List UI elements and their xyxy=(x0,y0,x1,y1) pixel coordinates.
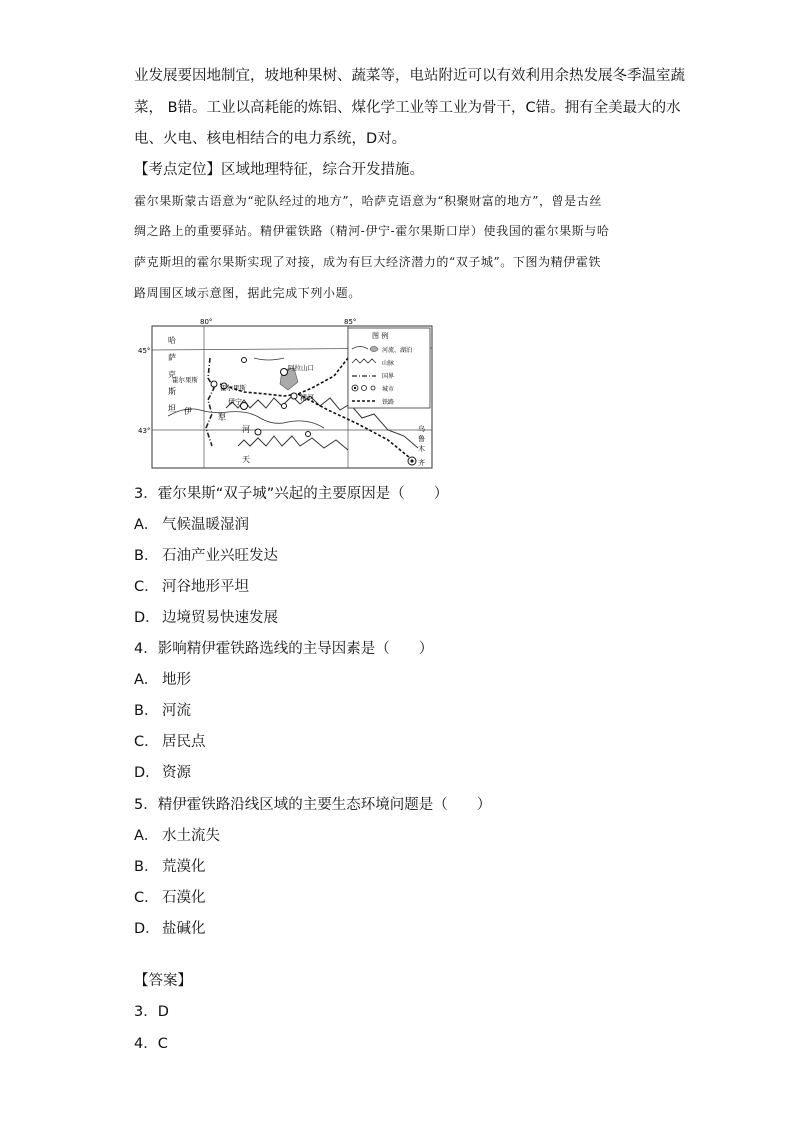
question-4-option-c: C． 居民点 xyxy=(134,734,206,750)
question-5-option-d: D． 盐碱化 xyxy=(134,921,206,937)
intro-line-2: 绸之路上的重要驿站。精伊霍铁路（精河-伊宁-霍尔果斯口岸）使我国的霍尔果斯与哈 xyxy=(134,224,610,238)
river-label: 河 xyxy=(242,425,250,434)
city-jinghe xyxy=(291,393,297,399)
river-label: 伊 xyxy=(184,407,192,416)
city-horgos-kz xyxy=(211,381,217,387)
kaodian-line: 【考点定位】区域地理特征，综合开发措施。 xyxy=(134,162,424,178)
answer-3: 3．D xyxy=(134,1004,169,1020)
legend-title: 图 例 xyxy=(372,332,389,340)
intro-line-3: 萨克斯坦的霍尔果斯实现了对接，成为有巨大经济潜力的“双子城”。下图为精伊霍铁 xyxy=(134,255,602,269)
place-label-horgos: 霍尔果斯 xyxy=(220,384,246,392)
analysis-line-3: 电、火电、核电相结合的电力系统，D对。 xyxy=(134,131,407,147)
question-3-stem: 3．霍尔果斯“双子城”兴起的主要原因是（ ） xyxy=(134,486,449,502)
country-char: 哈 xyxy=(168,336,176,345)
legend-item-mountain: 山脉 xyxy=(382,360,395,367)
legend-item-river: 河流、湖泊 xyxy=(382,347,413,354)
question-4-option-a: A． 地形 xyxy=(134,672,191,688)
river-label: 犁 xyxy=(218,413,226,422)
intro-line-1: 霍尔果斯蒙古语意为“驼队经过的地方”，哈萨克语意为“积聚财富的地方”，曾是古丝 xyxy=(134,194,602,208)
city-dot xyxy=(306,432,311,437)
lat-label-43: 43° xyxy=(138,427,151,435)
legend-item-railway: 铁路 xyxy=(382,399,395,406)
analysis-line-2: 菜， B错。工业以高耗能的炼铝、煤化学工业等工业为骨干，C错。拥有全美最大的水 xyxy=(134,100,681,116)
question-4-stem: 4．影响精伊霍铁路选线的主导因素是（ ） xyxy=(134,641,434,657)
answer-heading: 【答案】 xyxy=(134,973,192,989)
analysis-line-1: 业发展要因地制宜，坡地种果树、蔬菜等，电站附近可以有效利用余热发展冬季温室蔬 xyxy=(134,68,685,84)
question-3-option-b: B． 石油产业兴旺发达 xyxy=(134,548,278,564)
place-label-horgos-kz: 霍尔果斯 xyxy=(172,376,198,384)
question-5-stem: 5．精伊霍铁路沿线区域的主要生态环境问题是（ ） xyxy=(134,797,492,813)
question-3-option-a: A． 气候温暖湿润 xyxy=(134,517,249,533)
place-label-alashankou: 阿拉山口 xyxy=(288,364,314,372)
place-label-yining: 伊宁 xyxy=(228,398,242,406)
question-5-option-a: A． 水土流失 xyxy=(134,828,220,844)
question-5-option-c: C． 石漠化 xyxy=(134,890,206,906)
question-4-option-b: B． 河流 xyxy=(134,703,191,719)
place-label-urumqi: 木 xyxy=(418,445,425,453)
question-3-option-d: D． 边境贸易快速发展 xyxy=(134,610,278,626)
country-char: 斯 xyxy=(168,387,176,396)
question-3-option-c: C． 河谷地形平坦 xyxy=(134,579,249,595)
legend-item-city: 城市 xyxy=(382,386,395,393)
question-5-option-b: B． 荒漠化 xyxy=(134,859,206,875)
country-char: 坦 xyxy=(168,404,176,413)
place-label-urumqi: 齐 xyxy=(418,459,425,467)
mountain-label: 天 xyxy=(242,455,250,464)
place-label-urumqi: 乌 xyxy=(418,425,425,433)
answer-4: 4．C xyxy=(134,1036,168,1052)
legend-item-border: 国界 xyxy=(382,373,395,380)
city-urumqi-core xyxy=(410,459,413,462)
country-char: 克 xyxy=(168,370,176,379)
city-dot xyxy=(242,358,247,363)
question-4-option-d: D． 资源 xyxy=(134,765,191,781)
legend-box xyxy=(348,328,430,408)
region-map xyxy=(138,318,434,470)
lon-label-80: 80° xyxy=(200,318,213,326)
legend-city-symbol xyxy=(362,386,367,391)
city-dot xyxy=(282,404,287,409)
place-label-urumqi: 鲁 xyxy=(418,435,425,443)
place-label-jinghe: 精河 xyxy=(300,394,314,402)
city-alashankou xyxy=(281,369,288,376)
lat-label-45: 45° xyxy=(138,347,151,355)
legend-town-symbol xyxy=(371,386,375,390)
lon-label-85: 85° xyxy=(344,318,357,326)
city-dot xyxy=(255,429,261,435)
country-char: 萨 xyxy=(168,353,176,362)
intro-line-4: 路周围区域示意图，据此完成下列小题。 xyxy=(134,286,361,300)
legend-lake-symbol xyxy=(370,347,378,352)
